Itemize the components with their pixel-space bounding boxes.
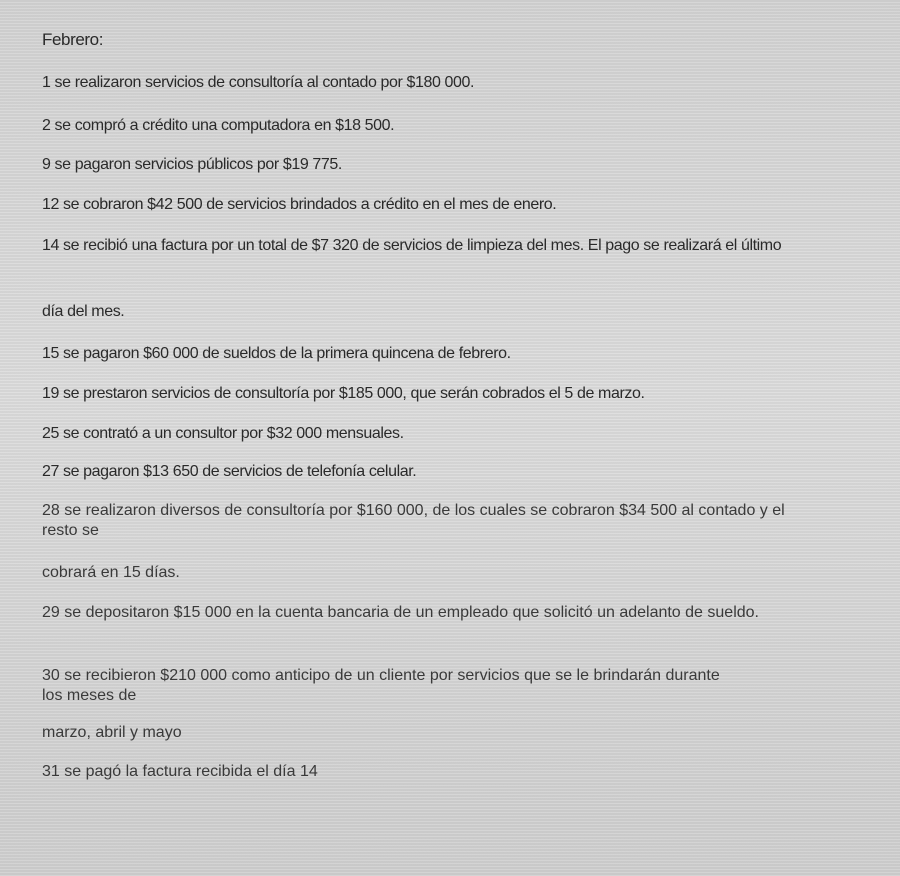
entry-line: 9 se pagaron servicios públicos por $19 775. xyxy=(42,156,342,173)
entry-line: cobrará en 15 días. xyxy=(42,564,180,581)
entry-line: 31 se pagó la factura recibida el día 14 xyxy=(42,763,318,780)
entry-line: 15 se pagaron $60 000 de sueldos de la primera quincena de febrero. xyxy=(42,345,511,362)
entry-line: día del mes. xyxy=(42,303,125,320)
entry-line: 1 se realizaron servicios de consultoría al contado por $180 000. xyxy=(42,74,475,91)
entry-line: 12 se cobraron $42 500 de servicios brindados a crédito en el mes de enero. xyxy=(42,196,557,213)
document-title: Febrero: xyxy=(42,30,104,49)
entry-line: 2 se compró a crédito una computadora en $18 500. xyxy=(42,117,395,134)
entry-line: marzo, abril y mayo xyxy=(42,724,182,741)
entry-line: 19 se prestaron servicios de consultoría por $185 000, que serán cobrados el 5 de marzo. xyxy=(42,385,645,402)
entry-line: 14 se recibió una factura por un total de $7 320 de servicios de limpieza del mes. El pago se realizará el último xyxy=(42,237,782,254)
entry-line: 27 se pagaron $13 650 de servicios de telefonía celular. xyxy=(42,463,417,480)
entry-line: 28 se realizaron diversos de consultoría por $160 000, de los cuales se cobraron $34 500 al contado y el resto se xyxy=(42,502,785,539)
entry-line: 30 se recibieron $210 000 como anticipo de un cliente por servicios que se le brindarán durante los meses de xyxy=(42,667,720,704)
entry-line: 25 se contrató a un consultor por $32 000 mensuales. xyxy=(42,425,404,442)
entry-line: 29 se depositaron $15 000 en la cuenta bancaria de un empleado que solicitó un adelanto de sueldo. xyxy=(42,604,759,621)
